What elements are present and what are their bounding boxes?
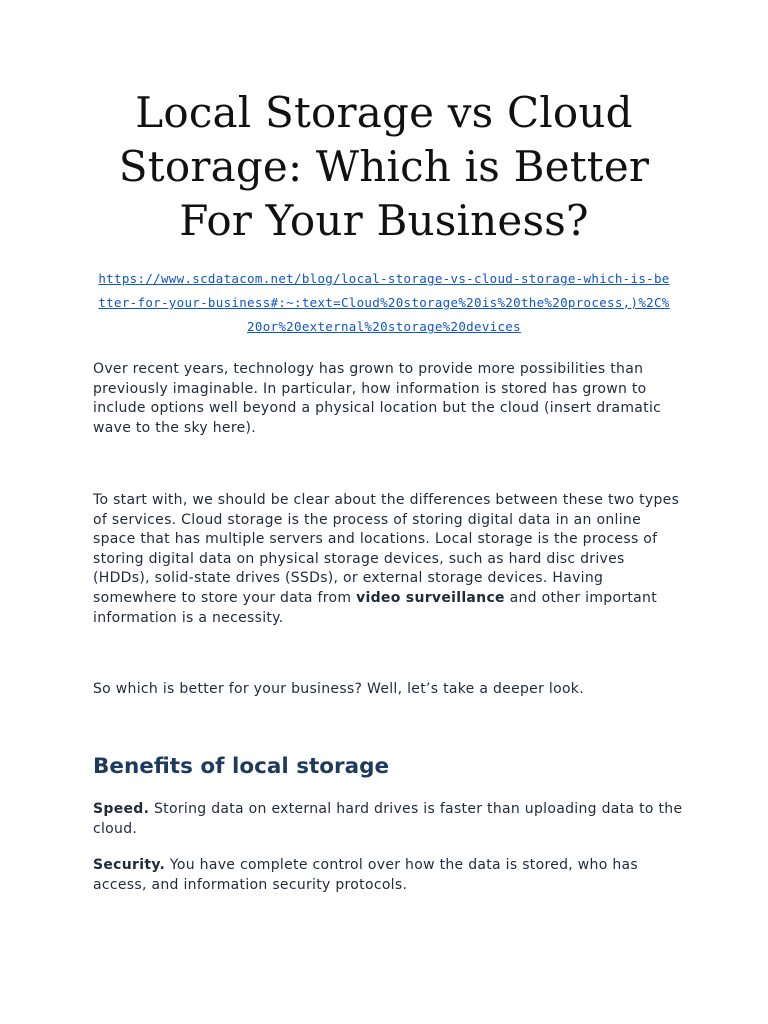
benefit-security-text: You have complete control over how the data is stored, who has access, and information security protocols. xyxy=(93,857,638,893)
source-link[interactable]: https://www.scdatacom.net/blog/local-storage-vs-cloud-storage-which-is-better-for-your-business#:~:text=Cloud%20storage%20is%20the%20process,)%2C%20or%20external%20storage%20devices xyxy=(98,271,670,334)
document-title: Local Storage vs Cloud Storage: Which is Better For Your Business? xyxy=(118,88,650,245)
benefit-speed xyxy=(93,800,683,839)
differences-text: To start with, we should be clear about the differences between these two types of services. Cloud storage is the process of storing digital data in an online space that has multiple servers and locations. Local storage is the process of storing digital data on physical storage devices, such as hard disc drives (HDDs), solid-state drives (SSDs), or external storage devices. Having somewhere to store your data from xyxy=(93,492,680,606)
benefit-speed-text: Storing data on external hard drives is faster than uploading data to the cloud. xyxy=(93,801,683,837)
differences-text-end: and other important information is a necessity. xyxy=(93,589,657,626)
transition-paragraph: So which is better for your business? Well, let’s take a deeper look. xyxy=(93,681,584,697)
benefit-speed-label: Speed. xyxy=(93,801,150,817)
intro-paragraph: Over recent years, technology has grown to provide more possibilities than previously imaginable. In particular, how information is stored has grown to include options well beyond a physical location but the cloud (insert dramatic wave to the sky here). xyxy=(93,361,662,436)
video-surveillance-emphasis: video surveillance xyxy=(356,589,505,606)
section-heading: Benefits of local storage xyxy=(93,754,390,779)
benefit-security xyxy=(93,856,683,895)
benefit-security-label: Security. xyxy=(93,857,166,873)
differences-paragraph xyxy=(93,491,683,628)
